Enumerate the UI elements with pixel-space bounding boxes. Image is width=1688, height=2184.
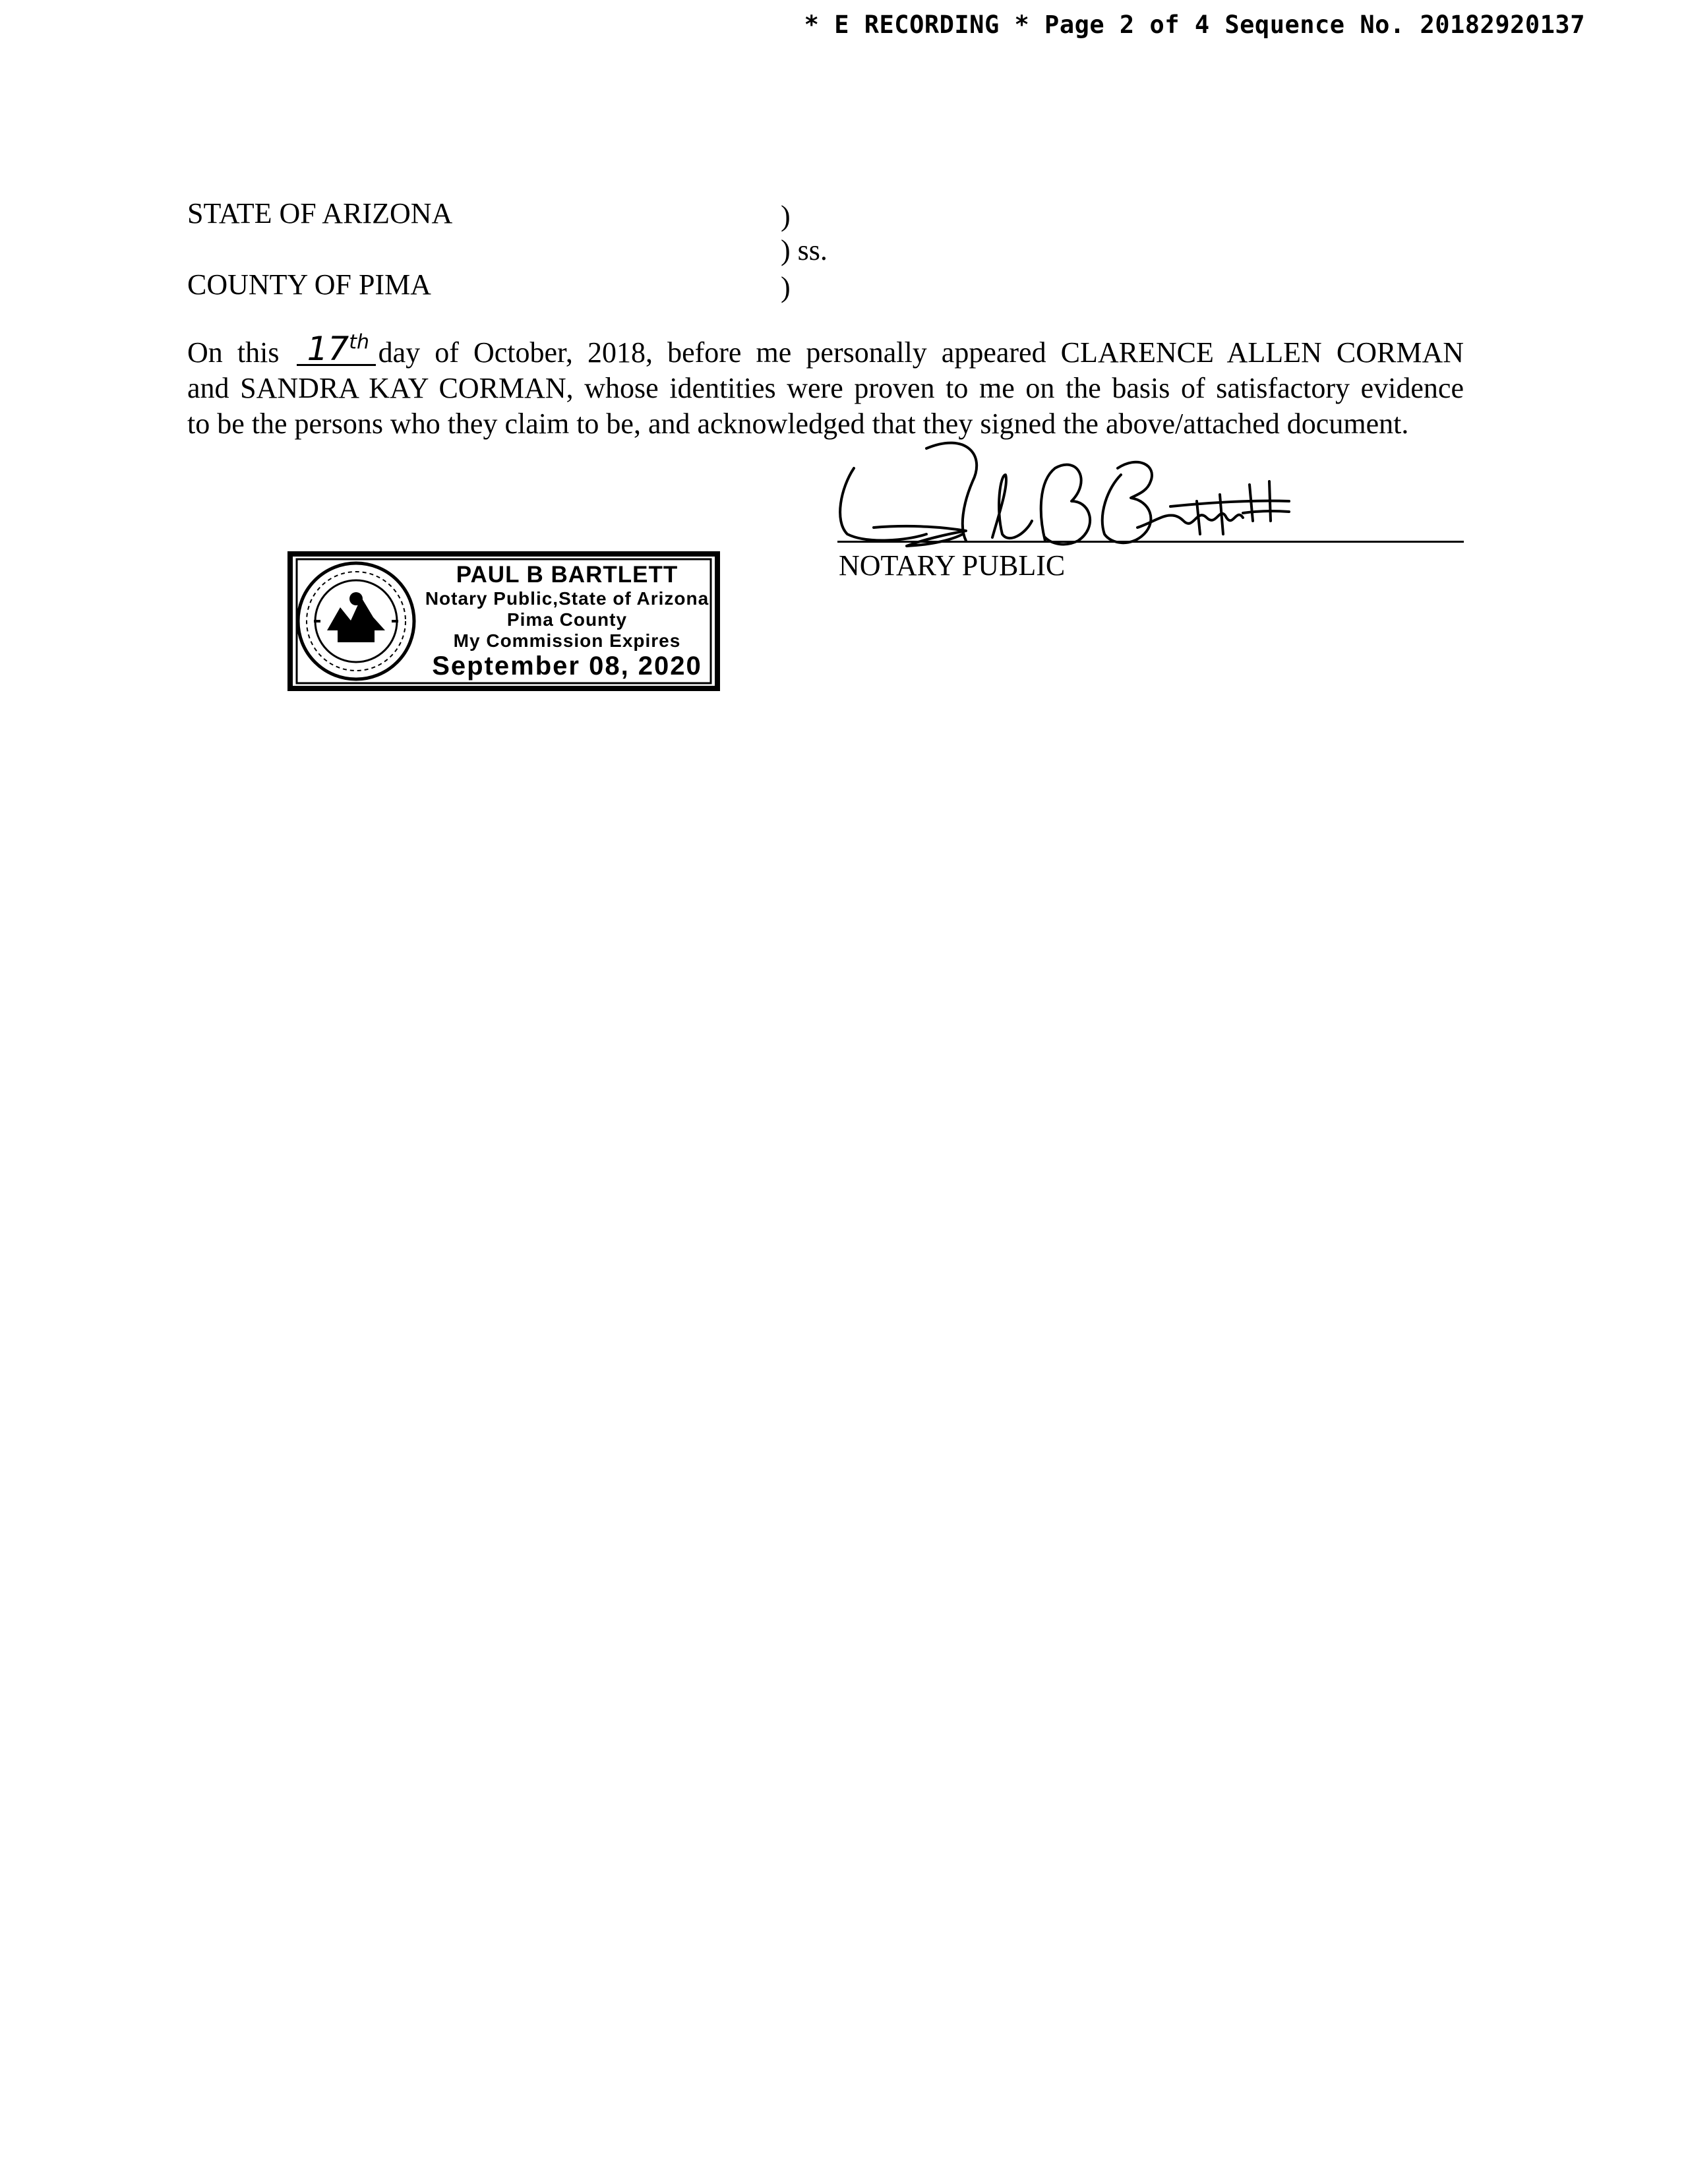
ack-line1-rest: day of October, 2018, before me personally appeared CLARENCE ALLEN CORMAN xyxy=(378,336,1464,369)
stamp-county: Pima County xyxy=(506,609,628,630)
acknowledgment-line-2: and SANDRA KAY CORMAN, whose identities were proven to me on the basis of satisfactory evidence xyxy=(187,372,1464,404)
venue-paren-top: ) xyxy=(781,200,791,232)
venue-paren-bottom: ) xyxy=(781,271,791,303)
notary-signature xyxy=(828,429,1342,567)
stamp-commission-label: My Commission Expires xyxy=(453,630,681,651)
stamp-notary-name: PAUL B BARTLETT xyxy=(456,562,678,588)
stamp-text xyxy=(414,562,720,681)
recording-header: * E RECORDING * Page 2 of 4 Sequence No. 20182920137 xyxy=(804,11,1585,39)
acknowledgment-line-3: to be the persons who they claim to be, and acknowledged that they signed the above/attached document. xyxy=(187,408,1409,440)
stamp-expiration: September 08, 2020 xyxy=(432,652,702,681)
stamp-notary-title: Notary Public,State of Arizona xyxy=(425,588,709,609)
acknowledgment-paragraph xyxy=(187,330,1464,442)
handwritten-day: 17th xyxy=(307,330,369,368)
ack-prefix: On this xyxy=(187,336,280,369)
state-seal-icon xyxy=(298,563,414,679)
day-blank xyxy=(297,330,376,368)
notary-public-label: NOTARY PUBLIC xyxy=(839,549,1066,582)
acknowledgment-line-1 xyxy=(187,330,1464,371)
venue-county: COUNTY OF PIMA xyxy=(187,268,431,301)
signature-line xyxy=(837,541,1464,543)
venue-ss: ) ss. xyxy=(781,234,828,266)
venue-state: STATE OF ARIZONA xyxy=(187,197,453,229)
